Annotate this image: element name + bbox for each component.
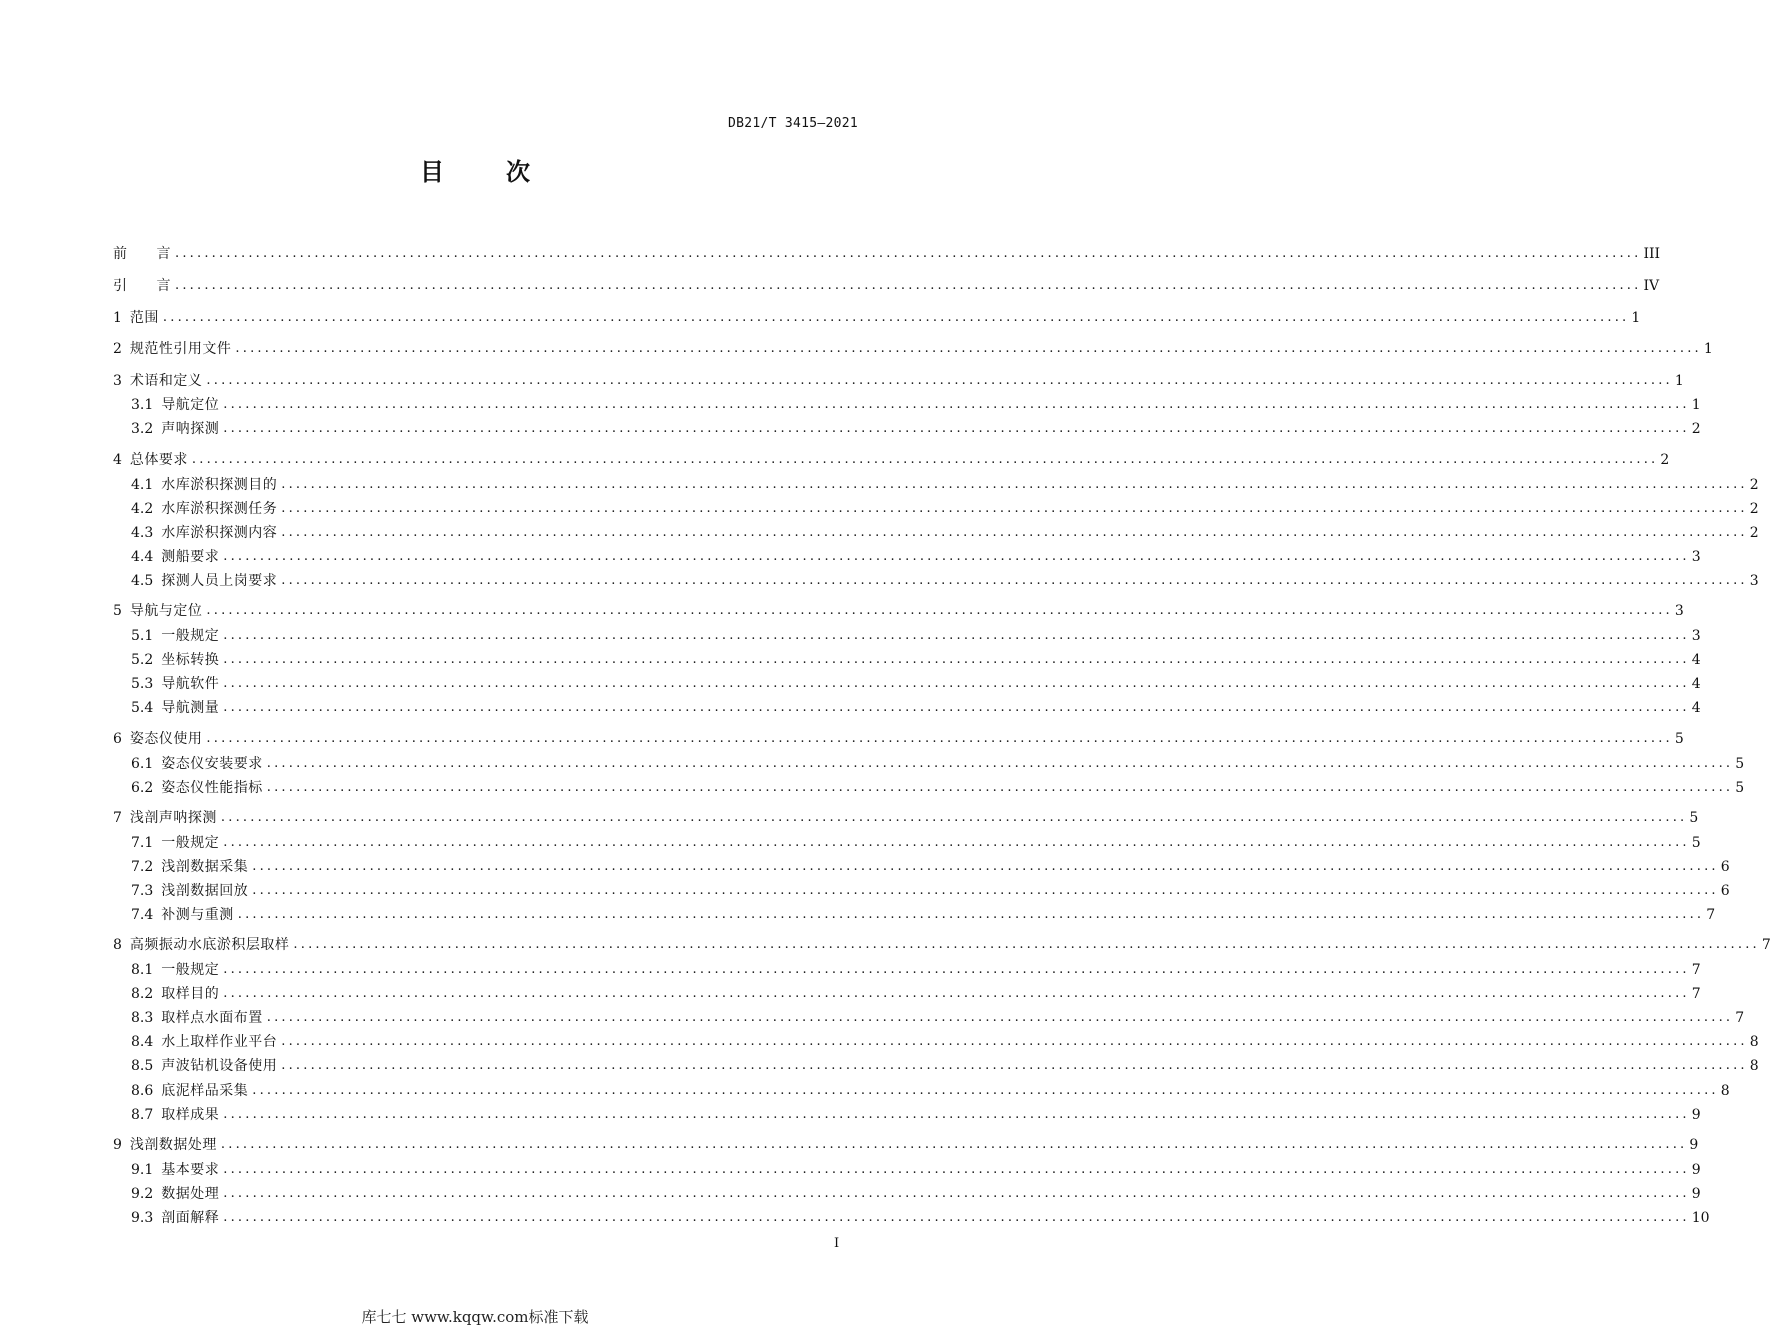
standard-code: DB21/T 3415—2021 [727,116,858,131]
dot-leader: ........................................................................................................................................................................................................ [162,310,1630,325]
toc-entry-label: 浅剖声呐探测 [129,810,217,826]
toc-entry-number: 7.2 [131,859,154,875]
toc-entry-number: 2 [113,341,122,357]
toc-entry[interactable] [113,273,1660,295]
toc-entry-page: 4 [1691,676,1701,692]
toc-entry-number: 5.2 [131,652,154,668]
dot-leader: ........................................................................................................................................................................................................ [223,676,1690,691]
toc-entry-number: 5.3 [131,676,154,692]
toc-entry-number: 5 [113,603,122,619]
toc-entry[interactable] [131,623,1701,645]
dot-leader: ........................................................................................................................................................................................................ [206,731,1673,746]
toc-entry[interactable] [113,336,1713,358]
toc-entry-number: 3 [113,373,122,389]
toc-entry-number: 4.4 [131,549,154,565]
toc-entry[interactable] [131,1029,1759,1051]
toc-entry-number: 7.1 [131,835,154,851]
toc-entry-number: 4.1 [131,477,154,493]
dot-leader: ........................................................................................................................................................................................................ [223,1210,1690,1225]
toc-entry-page: 9 [1691,1186,1701,1202]
toc-entry-label: 前 言 [113,246,171,262]
toc-entry-label: 一般规定 [161,962,220,978]
toc-entry-label: 导航软件 [161,676,220,692]
toc-entry-page: 7 [1691,986,1701,1002]
toc-entry-page: 7 [1761,937,1771,953]
dot-leader: ........................................................................................................................................................................................................ [281,525,1748,540]
dot-leader: ........................................................................................................................................................................................................ [281,1058,1748,1073]
toc-entry[interactable] [113,447,1670,469]
dot-leader: ........................................................................................................................................................................................................ [175,278,1642,293]
toc-entry-page: III [1643,246,1661,262]
toc-entry-label: 总体要求 [129,452,188,468]
toc-entry-label: 底泥样品采集 [161,1083,249,1099]
toc-entry-page: 9 [1689,1137,1699,1153]
toc-entry[interactable] [113,241,1661,263]
toc-entry[interactable] [131,1053,1759,1075]
toc-entry-label: 测船要求 [161,549,220,565]
toc-entry[interactable] [131,1157,1701,1179]
dot-leader: ........................................................................................................................................................................................................ [281,501,1748,516]
toc-entry-page: 3 [1691,549,1701,565]
toc-entry-page: 2 [1691,421,1701,437]
toc-entry[interactable] [131,416,1701,438]
toc-entry-number: 3.1 [131,397,154,413]
toc-entry[interactable] [131,472,1759,494]
toc-entry-number: 8.5 [131,1058,154,1074]
toc-entry-number: 8 [113,937,122,953]
toc-entry-label: 浅剖数据回放 [161,883,249,899]
toc-entry-page: 4 [1691,700,1701,716]
toc-entry[interactable] [131,1102,1701,1124]
toc-entry-number: 9.1 [131,1162,154,1178]
toc-entry[interactable] [113,932,1771,954]
toc-entry-page: 8 [1749,1034,1759,1050]
toc-entry-label: 引 言 [113,278,171,294]
toc-entry-number: 7.3 [131,883,154,899]
dot-leader: ........................................................................................................................................................................................................ [223,421,1690,436]
toc-entry-page: 2 [1749,525,1759,541]
dot-leader: ........................................................................................................................................................................................................ [191,452,1659,467]
toc-entry[interactable] [113,1132,1699,1154]
toc-entry-number: 9.3 [131,1210,154,1226]
dot-leader: ........................................................................................................................................................................................................ [220,810,1688,825]
toc-entry-number: 6.1 [131,756,154,772]
toc-entry-label: 浅剖数据处理 [129,1137,217,1153]
toc-entry-label: 声呐探测 [161,421,220,437]
page-title [0,152,950,187]
toc-entry-label: 导航测量 [161,700,220,716]
dot-leader: ........................................................................................................................................................................................................ [281,573,1748,588]
toc-entry[interactable] [113,598,1684,620]
toc-entry-page: 1 [1674,373,1684,389]
dot-leader: ........................................................................................................................................................................................................ [175,246,1642,261]
toc-entry-label: 坐标转换 [161,652,220,668]
toc-entry-page: 3 [1674,603,1684,619]
toc-entry[interactable] [131,671,1701,693]
toc-entry[interactable] [131,544,1701,566]
toc-entry[interactable] [131,520,1759,542]
toc-entry[interactable] [131,775,1745,797]
dot-leader: ........................................................................................................................................................................................................ [223,962,1690,977]
dot-leader: ........................................................................................................................................................................................................ [223,549,1690,564]
toc-entry-label: 水库淤积探测目的 [161,477,278,493]
dot-leader: ........................................................................................................................................................................................................ [223,1186,1690,1201]
toc-entry[interactable] [131,854,1730,876]
toc-entry-page: 8 [1720,1083,1730,1099]
page-number: I [834,1236,840,1251]
toc-entry-number: 9.2 [131,1186,154,1202]
title-char-1: 目 [420,158,444,186]
toc-entry-label: 导航与定位 [129,603,203,619]
dot-leader: ........................................................................................................................................................................................................ [206,373,1673,388]
toc-entry-page: 6 [1720,859,1730,875]
toc-entry-label: 水上取样作业平台 [161,1034,278,1050]
toc-entry[interactable] [113,305,1641,327]
toc-entry-page: 8 [1749,1058,1759,1074]
toc-entry-page: 6 [1720,883,1730,899]
toc-entry-label: 取样点水面布置 [161,1010,263,1026]
toc-entry-page: 9 [1691,1107,1701,1123]
dot-leader: ........................................................................................................................................................................................................ [206,603,1673,618]
toc-entry[interactable] [131,902,1716,924]
dot-leader: ........................................................................................................................................................................................................ [223,700,1690,715]
toc-entry-number: 7 [113,810,122,826]
dot-leader: ........................................................................................................................................................................................................ [223,1107,1690,1122]
toc-entry-page: 5 [1691,835,1701,851]
dot-leader: ........................................................................................................................................................................................................ [235,341,1702,356]
toc-entry[interactable] [131,830,1701,852]
toc-entry[interactable] [131,1078,1730,1100]
toc-entry-label: 基本要求 [161,1162,220,1178]
toc-entry[interactable] [131,568,1759,590]
dot-leader: ........................................................................................................................................................................................................ [223,1162,1690,1177]
toc-entry[interactable] [113,805,1699,827]
toc-entry[interactable] [131,751,1745,773]
toc-entry-page: 5 [1735,780,1745,796]
dot-leader: ........................................................................................................................................................................................................ [266,1010,1734,1025]
toc-entry-label: 剖面解释 [161,1210,220,1226]
toc-entry-label: 高频振动水底淤积层取样 [129,937,290,953]
toc-entry-label: 范围 [129,310,159,326]
toc-entry-number: 4 [113,452,122,468]
dot-leader: ........................................................................................................................................................................................................ [266,780,1734,795]
dot-leader: ........................................................................................................................................................................................................ [252,859,1719,874]
toc-entry[interactable] [131,647,1701,669]
toc-entry-page: 3 [1749,573,1759,589]
toc-entry-number: 7.4 [131,907,154,923]
toc-entry-number: 8.1 [131,962,154,978]
toc-entry-label: 数据处理 [161,1186,220,1202]
toc-entry-page: 2 [1749,501,1759,517]
dot-leader: ........................................................................................................................................................................................................ [223,986,1690,1001]
toc-entry-label: 一般规定 [161,835,220,851]
watermark-text: 库七七 www.kqqw.com标准下载 [361,1308,589,1326]
toc-entry-page: 3 [1691,628,1701,644]
dot-leader: ........................................................................................................................................................................................................ [252,883,1719,898]
toc-entry[interactable] [131,392,1701,414]
toc-entry-label: 水库淤积探测任务 [161,501,278,517]
toc-entry-page: 1 [1631,310,1641,326]
toc-entry-label: 术语和定义 [129,373,203,389]
toc-entry-page: 5 [1689,810,1699,826]
toc-entry-page: 1 [1691,397,1701,413]
toc-entry-number: 5.4 [131,700,154,716]
dot-leader: ........................................................................................................................................................................................................ [220,1137,1688,1152]
toc-entry-label: 补测与重测 [161,907,234,923]
dot-leader: ........................................................................................................................................................................................................ [223,835,1690,850]
toc-entry[interactable] [131,695,1701,717]
toc-entry-label: 导航定位 [161,397,220,413]
toc-entry[interactable] [131,1181,1701,1203]
dot-leader: ........................................................................................................................................................................................................ [266,756,1734,771]
toc-entry-page: 2 [1749,477,1759,493]
toc-entry-label: 取样成果 [161,1107,220,1123]
dot-leader: ........................................................................................................................................................................................................ [293,937,1760,952]
toc-entry-label: 探测人员上岗要求 [161,573,278,589]
toc-entry-number: 8.4 [131,1034,154,1050]
toc-entry-number: 9 [113,1137,122,1153]
toc-entry-number: 6 [113,731,122,747]
dot-leader: ........................................................................................................................................................................................................ [223,652,1690,667]
toc-entry[interactable] [113,726,1684,748]
toc-entry-number: 8.6 [131,1083,154,1099]
toc-entry-number: 8.3 [131,1010,154,1026]
toc-entry-label: 一般规定 [161,628,220,644]
toc-entry-page: 7 [1691,962,1701,978]
toc-entry-number: 5.1 [131,628,154,644]
toc-entry-number: 4.2 [131,501,154,517]
toc-entry-page: 10 [1691,1210,1710,1226]
toc-entry-number: 8.7 [131,1107,154,1123]
toc-entry[interactable] [113,368,1684,390]
toc-entry-number: 1 [113,310,122,326]
toc-entry-label: 水库淤积探测内容 [161,525,278,541]
toc-entry-label: 声波钻机设备使用 [161,1058,278,1074]
toc-entry-label: 姿态仪使用 [129,731,203,747]
toc-entry-page: 4 [1691,652,1701,668]
toc-entry[interactable] [131,981,1701,1003]
toc-entry-page: 1 [1703,341,1713,357]
dot-leader: ........................................................................................................................................................................................................ [252,1083,1719,1098]
toc-entry-page: 2 [1660,452,1670,468]
dot-leader: ........................................................................................................................................................................................................ [281,1034,1748,1049]
toc-entry-page: 7 [1706,907,1716,923]
toc-entry-page: IV [1643,278,1660,294]
toc-entry-number: 6.2 [131,780,154,796]
toc-entry-label: 姿态仪性能指标 [161,780,263,796]
toc-entry-label: 取样目的 [161,986,220,1002]
toc-entry[interactable] [131,1005,1745,1027]
dot-leader: ........................................................................................................................................................................................................ [237,907,1705,922]
toc-entry[interactable] [131,1205,1710,1227]
toc-entry-number: 3.2 [131,421,154,437]
toc-entry-number: 8.2 [131,986,154,1002]
toc-entry[interactable] [131,957,1701,979]
toc-entry-label: 规范性引用文件 [129,341,232,357]
toc-entry[interactable] [131,496,1759,518]
toc-entry-number: 4.3 [131,525,154,541]
dot-leader: ........................................................................................................................................................................................................ [281,477,1748,492]
toc-entry-page: 5 [1735,756,1745,772]
toc-entry-number: 4.5 [131,573,154,589]
dot-leader: ........................................................................................................................................................................................................ [223,628,1690,643]
toc-entry-page: 5 [1674,731,1684,747]
toc-entry-label: 姿态仪安装要求 [161,756,263,772]
toc-entry-page: 7 [1735,1010,1745,1026]
toc-entry[interactable] [131,878,1730,900]
title-char-2: 次 [506,158,530,186]
toc-entry-page: 9 [1691,1162,1701,1178]
dot-leader: ........................................................................................................................................................................................................ [223,397,1690,412]
toc-entry-label: 浅剖数据采集 [161,859,249,875]
